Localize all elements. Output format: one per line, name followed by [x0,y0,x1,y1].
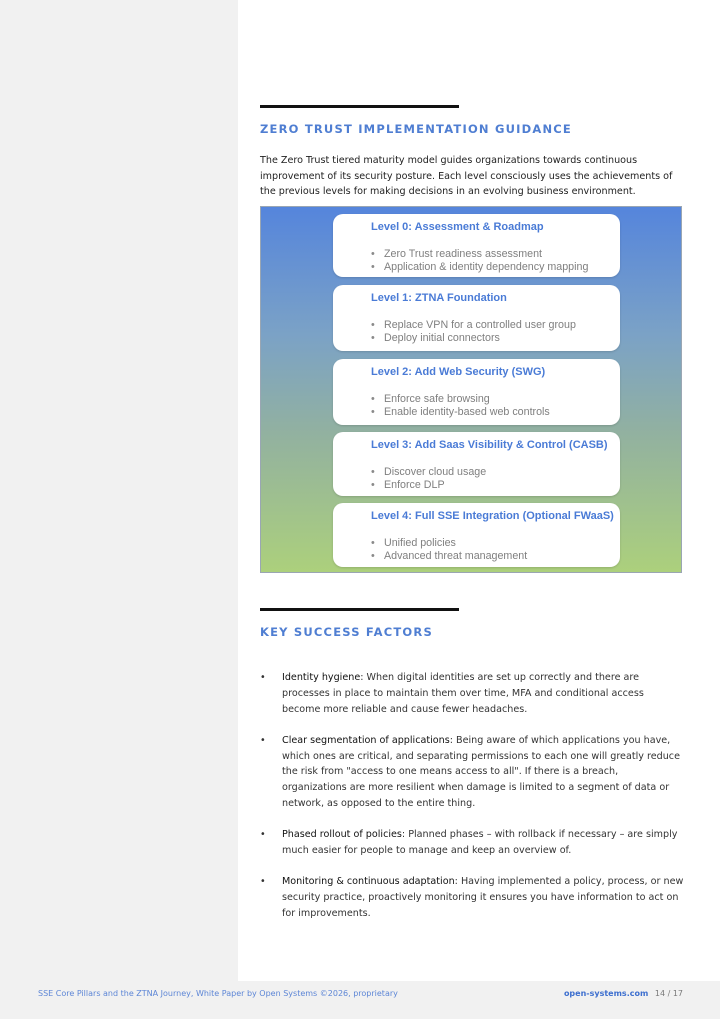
footer-website-link[interactable]: open-systems.com [563,989,649,998]
level-title: Level 4: Full SSE Integration (Optional FWaaS) [371,510,614,522]
level-title: Level 0: Assessment & Roadmap [371,221,544,233]
factor-term: Clear segmentation of applications [282,734,450,746]
factor-term: Identity hygiene [282,672,361,683]
factor-text: : When digital identities are set up correctly and there are processes in place to maintain them over time, MFA and conditional access become more reliable and cause fewer headaches. [282,672,644,715]
level-card-2 [333,359,620,425]
level-card-0 [333,214,620,277]
level-bullet: • Unified policies [371,537,620,550]
level-bullet: • Deploy initial connectors [371,332,620,345]
maturity-diagram [260,206,682,573]
level-card-1 [333,285,620,351]
section-divider [260,608,459,611]
success-factors-list [260,670,685,937]
list-item [260,670,685,717]
level-bullets [371,393,620,418]
level-bullet: • Replace VPN for a controlled user group [371,319,620,332]
list-item [260,827,685,859]
level-bullet: • Enforce safe browsing [371,393,620,406]
level-card-3 [333,432,620,496]
level-bullet: • Enforce DLP [371,479,620,492]
bullet-marker: • [260,734,266,746]
left-margin-band [0,0,238,981]
level-title: Level 1: ZTNA Foundation [371,292,507,304]
factor-text: : Having implemented a policy, process, or new security practice, proactively monitoring it ensures you have information to act on for improvements. [282,876,684,920]
footer-right [564,989,683,998]
bullet-marker: • [260,829,266,841]
level-bullets [371,319,620,344]
level-bullet: • Zero Trust readiness assessment [371,248,620,261]
level-title: Level 3: Add Saas Visibility & Control (CASB) [371,439,608,451]
level-bullet: • Advanced threat management [371,550,620,563]
level-bullets [371,466,620,491]
section-heading-key-success: KEY SUCCESS FACTORS [260,625,433,639]
factor-term: Phased rollout of policies [282,829,402,841]
level-bullets [371,537,620,562]
list-item [260,874,685,921]
bullet-marker: • [260,876,266,888]
intro-paragraph: The Zero Trust tiered maturity model guides organizations towards continuous improvement of its security posture. Each level consciously uses the achievements of the previous levels for making decisions in an evolving business environment. [260,155,673,197]
level-bullets [371,248,620,273]
footer-document-title: SSE Core Pillars and the ZTNA Journey, White Paper by Open Systems ©2026, proprietary [38,989,398,998]
section-divider [260,105,459,108]
bullet-marker: • [260,672,266,683]
list-item [260,733,685,812]
factor-term: Monitoring & continuous adaptation [282,876,455,888]
level-bullet: • Application & identity dependency mapping [371,261,620,274]
page-number: 14 / 17 [654,989,683,998]
level-bullet: • Discover cloud usage [371,466,620,479]
factor-text: : Being aware of which applications you have, which ones are critical, and separating permissions to each one will greatly reduce the risk from "access to one means access to all". If there is a breach, organizations are more resilient when damage is limited to a segment of data or network, as opposed to the entire thing. [282,734,680,810]
section-heading-zero-trust: ZERO TRUST IMPLEMENTATION GUIDANCE [260,122,572,136]
factor-text: : Planned phases – with rollback if necessary – are simply much easier for people to manage and keep an overview of. [282,829,678,857]
level-title: Level 2: Add Web Security (SWG) [371,366,546,378]
page-footer [0,981,720,1019]
level-card-4 [333,503,620,567]
level-bullet: • Enable identity-based web controls [371,406,620,419]
